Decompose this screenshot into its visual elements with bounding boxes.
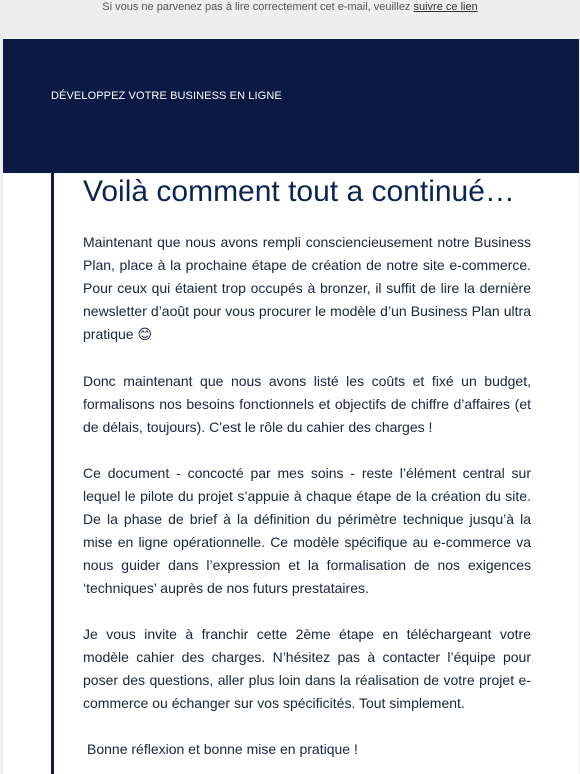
paragraph-4: Je vous invite à franchir cette 2ème étape en téléchargeant votre modèle cahier des charges. N’hésitez pas à contacter l’équipe pour poser des questions, aller plus loin dans la réalisation de votre projet e-commerce ou échanger sur vos spécificités. Tout simplement.	[83, 626, 531, 711]
email-header	[3, 39, 579, 173]
article-body	[83, 231, 531, 774]
header-tagline: DÉVELOPPEZ VOTRE BUSINESS EN LIGNE	[51, 90, 282, 102]
view-in-browser-link[interactable]: suivre ce lien	[413, 1, 478, 13]
paragraph-5: Bonne réflexion et bonne mise en pratique !	[87, 741, 358, 757]
email-body	[3, 173, 579, 774]
preheader-text: Si vous ne parvenez pas à lire correctement cet e-mail, veuillez	[102, 1, 414, 13]
paragraph-3: Ce document - concocté par mes soins - reste l’élément central sur lequel le pilote du projet s’appuie à chaque étape de la création du site. De la phase de brief à la définition du périmètre technique jusqu’à la mise en ligne opérationnelle. Ce modèle spécifique au e-commerce va nous guider dans l’expression et la formalisation de nos exigences ‘techniques’ auprès de nos futurs prestataires.	[83, 465, 531, 596]
left-accent-rule	[51, 173, 54, 774]
smiley-icon: 😊	[137, 327, 153, 343]
paragraph-1	[83, 231, 531, 347]
article-title: Voilà comment tout a continué…	[83, 175, 515, 208]
paragraph-2: Donc maintenant que nous avons listé les coûts et fixé un budget, formalisons nos besoins fonctionnels et objectifs de chiffre d’affaires (et de délais, toujours). C’est le rôle du cahier des charges !	[83, 373, 531, 435]
preheader	[0, 0, 580, 39]
paragraph-1-text: Maintenant que nous avons rempli consciencieusement notre Business Plan, place à la prochaine étape de création de notre site e-commerce. Pour ceux qui étaient trop occupés à bronzer, il suffit de lire la dernière newsletter d’août pour vous procurer le modèle d’un Business Plan ultra pratique	[83, 234, 531, 342]
